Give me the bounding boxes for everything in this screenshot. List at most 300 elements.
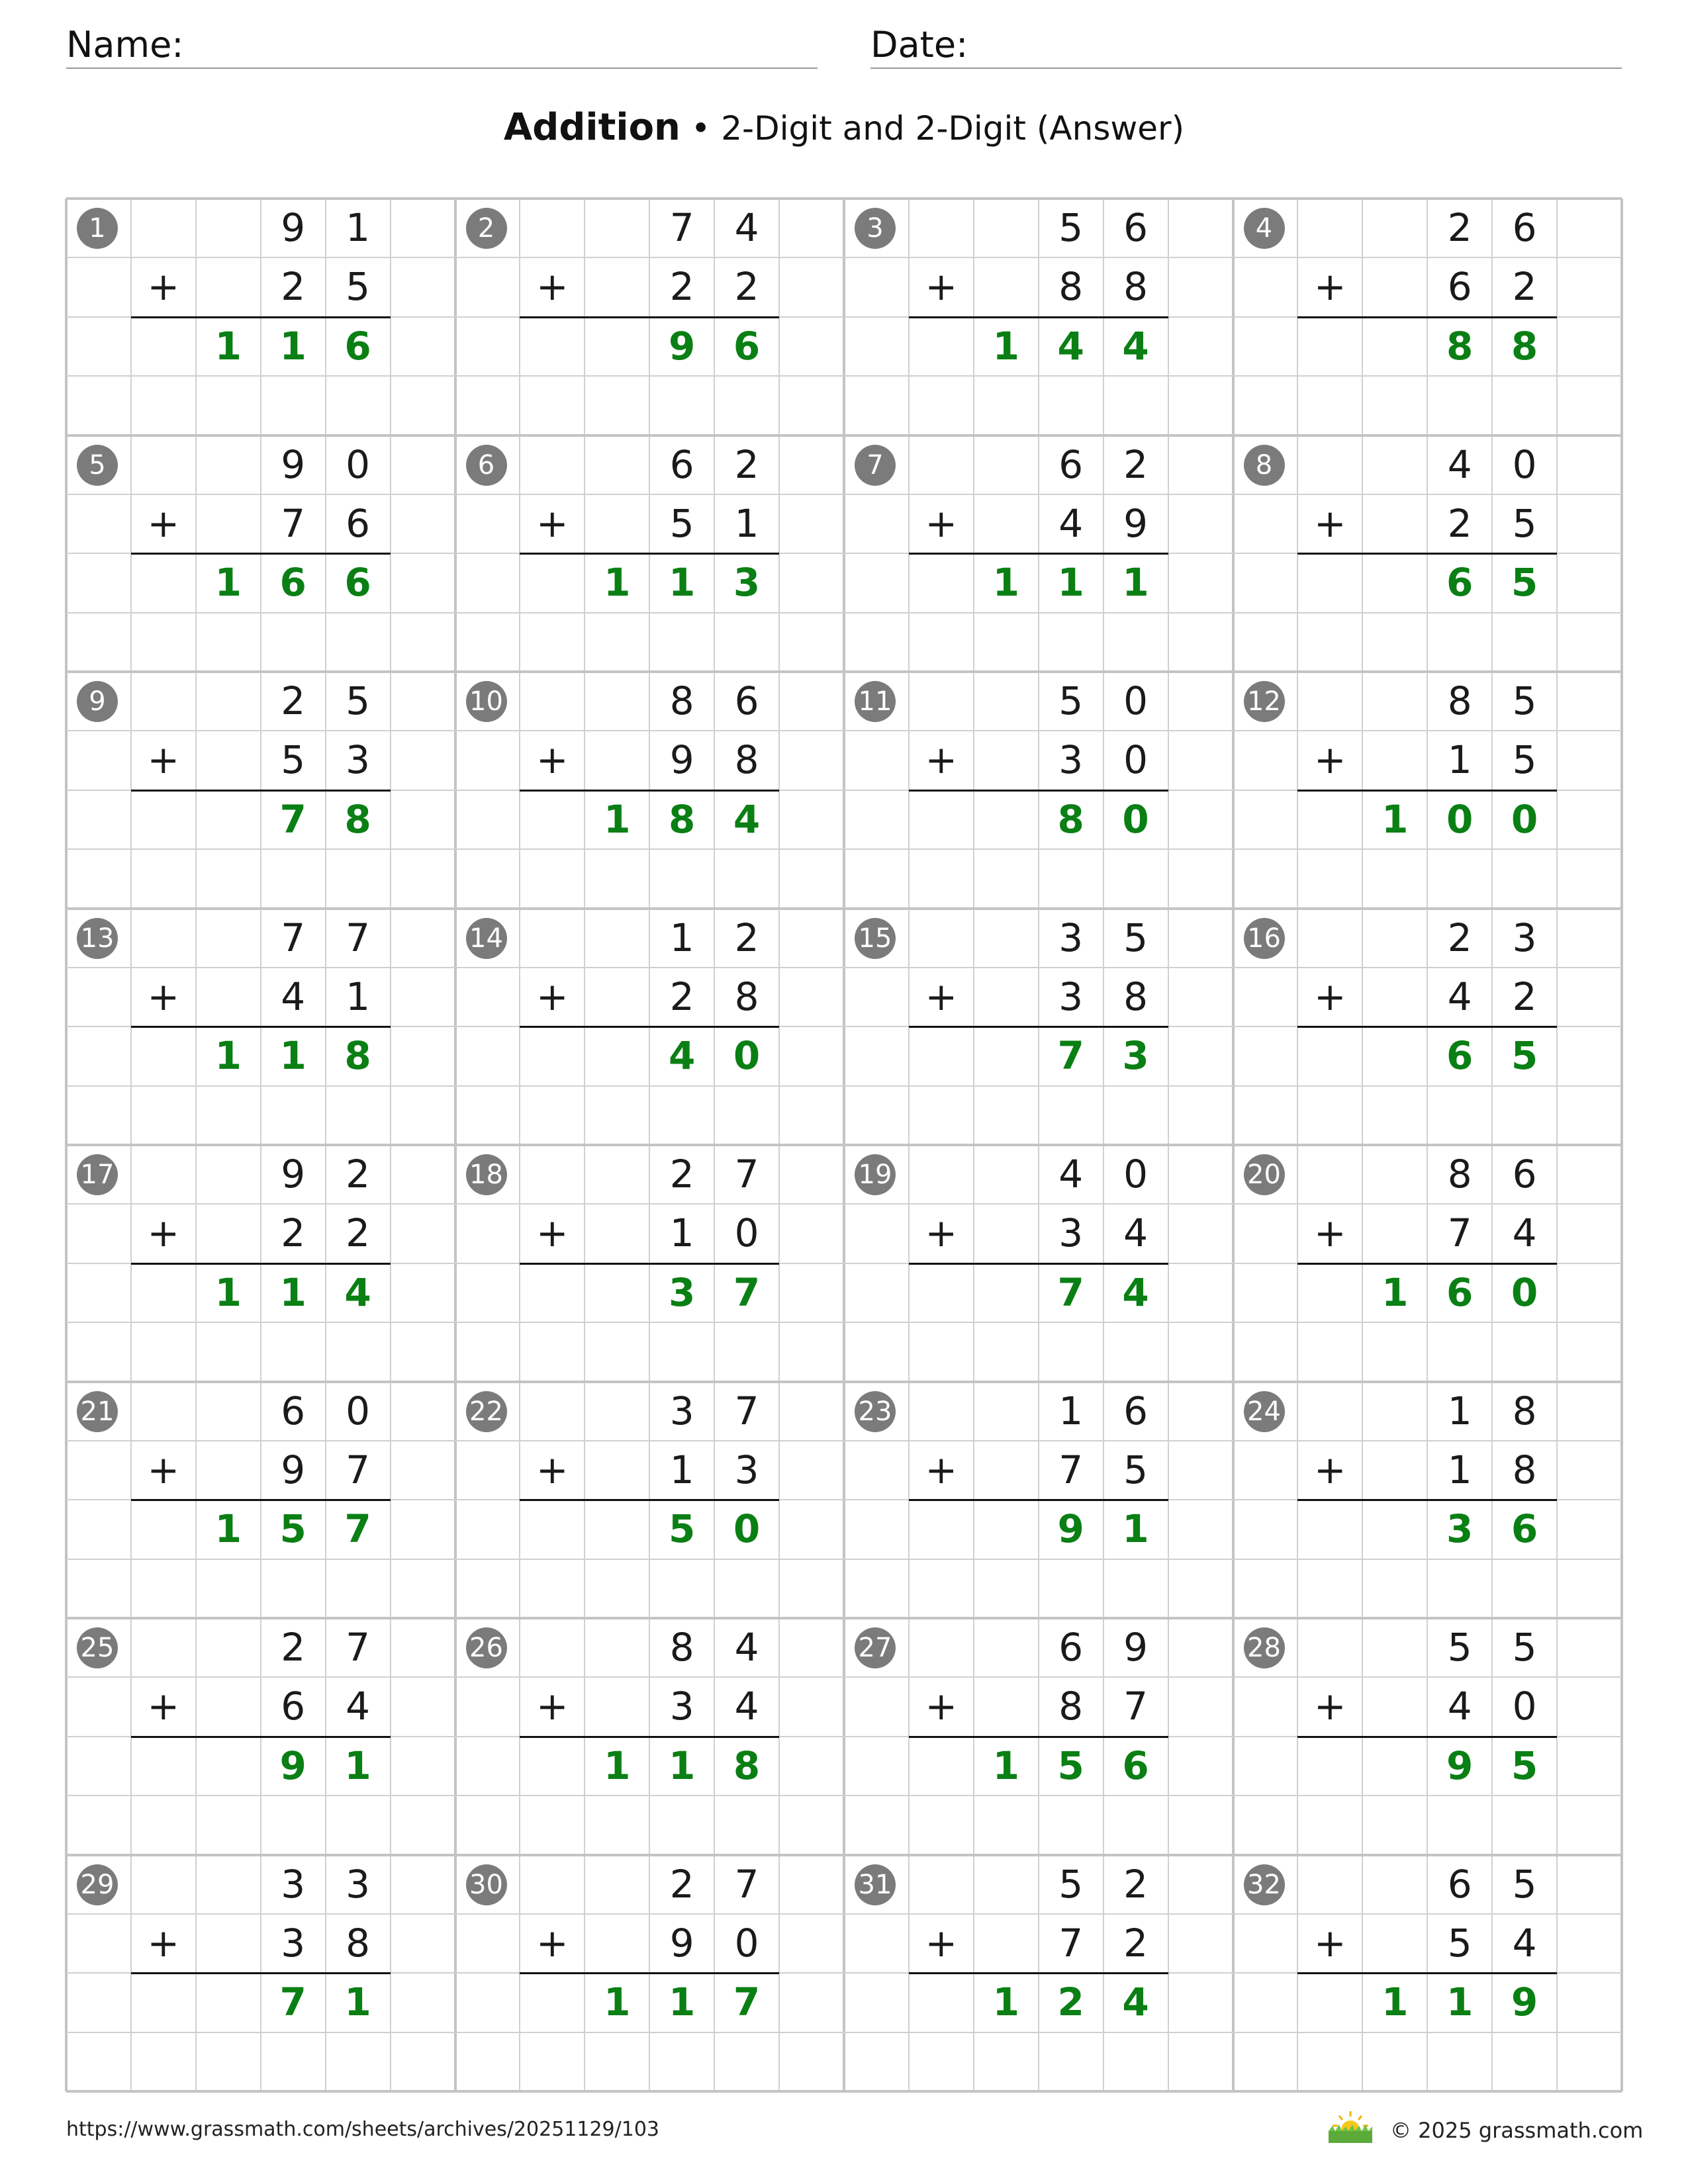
answer-digit: 6 [1122, 1743, 1149, 1788]
answer-digit: 0 [1511, 1269, 1538, 1315]
problem-7 [844, 435, 1232, 671]
problem-5 [66, 435, 454, 671]
plus-sign: + [925, 737, 958, 783]
problem-number-badge: 1 [77, 208, 118, 249]
answer-digit: 9 [1446, 1743, 1474, 1788]
problem-number-badge: 32 [1244, 1864, 1285, 1905]
sum-underline [520, 1263, 779, 1265]
answer-digit: 5 [1511, 1743, 1538, 1788]
answer-digit: 1 [669, 1979, 696, 2025]
name-line[interactable] [66, 68, 818, 69]
answer-digit: 8 [344, 796, 371, 842]
sum-underline [1297, 790, 1557, 792]
addend-digit: 0 [1512, 1684, 1537, 1729]
sum-underline [1297, 1972, 1557, 1974]
sum-underline [520, 1026, 779, 1028]
addend-digit: 7 [281, 500, 306, 546]
answer-digit: 5 [1511, 1033, 1538, 1079]
problem-18 [455, 1145, 843, 1381]
problem-number-badge: 5 [77, 445, 118, 486]
addend-digit: 2 [1447, 500, 1472, 546]
plus-sign: + [536, 1920, 569, 1966]
problem-number-badge: 31 [855, 1864, 896, 1905]
addend-digit: 8 [734, 737, 759, 783]
answer-digit: 6 [1446, 1033, 1474, 1079]
addend-digit: 8 [669, 678, 694, 723]
addend-digit: 9 [281, 1447, 306, 1492]
addend-digit: 9 [669, 737, 694, 783]
problem-number-badge: 30 [466, 1864, 507, 1905]
sum-underline [909, 1263, 1168, 1265]
problem-17 [66, 1145, 454, 1381]
addend-digit: 4 [1058, 500, 1084, 546]
date-line[interactable] [870, 68, 1622, 69]
addend-digit: 6 [281, 1388, 306, 1433]
addend-digit: 7 [734, 1388, 759, 1433]
addend-digit: 3 [346, 1861, 371, 1907]
problem-25 [66, 1618, 454, 1854]
plus-sign: + [147, 1447, 180, 1492]
answer-digit: 6 [344, 560, 371, 606]
problem-21 [66, 1382, 454, 1617]
problem-1 [66, 199, 454, 434]
addend-digit: 5 [1447, 1920, 1472, 1966]
addend-digit: 4 [1058, 1152, 1084, 1197]
sum-underline [131, 1026, 391, 1028]
plus-sign: + [147, 974, 180, 1019]
addend-digit: 5 [1512, 1625, 1537, 1670]
addend-digit: 3 [281, 1861, 306, 1907]
problem-number-badge: 10 [466, 681, 507, 722]
footer-url[interactable]: https://www.grassmath.com/sheets/archives/20251129/103 [66, 2118, 660, 2141]
answer-digit: 5 [1511, 560, 1538, 606]
sum-underline [1297, 1263, 1557, 1265]
problem-number-badge: 20 [1244, 1154, 1285, 1195]
answer-digit: 8 [1446, 323, 1474, 369]
answer-digit: 1 [279, 1033, 306, 1079]
answer-digit: 6 [1446, 560, 1474, 606]
addend-digit: 2 [281, 264, 306, 310]
addend-digit: 8 [1123, 974, 1149, 1019]
answer-digit: 9 [279, 1743, 306, 1788]
answer-digit: 9 [1511, 1979, 1538, 2025]
addend-digit: 2 [1123, 1861, 1149, 1907]
addend-digit: 2 [669, 974, 694, 1019]
problem-number-badge: 14 [466, 918, 507, 959]
plus-sign: + [1314, 264, 1346, 310]
addend-digit: 2 [281, 1210, 306, 1256]
answer-digit: 6 [279, 560, 306, 606]
addend-digit: 2 [734, 441, 759, 487]
addend-digit: 3 [1058, 1210, 1084, 1256]
problem-16 [1233, 909, 1621, 1144]
problem-30 [455, 1855, 843, 2091]
sum-underline [520, 1972, 779, 1974]
answer-digit: 1 [1057, 560, 1084, 606]
problem-number-badge: 23 [855, 1391, 896, 1432]
addend-digit: 3 [281, 1920, 306, 1966]
plus-sign: + [147, 1920, 180, 1966]
problem-number-badge: 29 [77, 1864, 118, 1905]
addend-digit: 7 [734, 1152, 759, 1197]
addend-digit: 6 [1123, 1388, 1149, 1433]
answer-digit: 8 [1511, 323, 1538, 369]
addend-digit: 9 [1123, 1625, 1149, 1670]
sum-underline [909, 1972, 1168, 1974]
problem-24 [1233, 1382, 1621, 1617]
addend-digit: 7 [346, 1625, 371, 1670]
addend-digit: 3 [669, 1684, 694, 1729]
plus-sign: + [147, 1210, 180, 1256]
sum-underline [1297, 1499, 1557, 1501]
answer-digit: 1 [214, 560, 242, 606]
addend-digit: 9 [281, 205, 306, 250]
answer-digit: 1 [279, 1269, 306, 1315]
answer-digit: 3 [1122, 1033, 1149, 1079]
answer-digit: 5 [669, 1506, 696, 1552]
addend-digit: 1 [669, 1210, 694, 1256]
problem-20 [1233, 1145, 1621, 1381]
addend-digit: 5 [1123, 1447, 1149, 1492]
answer-digit: 8 [344, 1033, 371, 1079]
answer-digit: 7 [344, 1506, 371, 1552]
addend-digit: 6 [1447, 264, 1472, 310]
addend-digit: 4 [1447, 1684, 1472, 1729]
problem-number-badge: 4 [1244, 208, 1285, 249]
answer-digit: 1 [1122, 560, 1149, 606]
addend-digit: 5 [346, 264, 371, 310]
addend-digit: 5 [669, 500, 694, 546]
sum-underline [520, 1499, 779, 1501]
addend-digit: 1 [1447, 1447, 1472, 1492]
answer-digit: 1 [604, 1979, 631, 2025]
answer-digit: 3 [733, 560, 761, 606]
answer-digit: 5 [279, 1506, 306, 1552]
addend-digit: 5 [1058, 1861, 1084, 1907]
answer-digit: 1 [214, 1506, 242, 1552]
answer-digit: 0 [733, 1033, 761, 1079]
addend-digit: 7 [1058, 1920, 1084, 1966]
problem-11 [844, 672, 1232, 907]
addend-digit: 3 [734, 1447, 759, 1492]
problem-10 [455, 672, 843, 907]
plus-sign: + [925, 1447, 958, 1492]
problem-number-badge: 16 [1244, 918, 1285, 959]
problem-number-badge: 26 [466, 1627, 507, 1668]
plus-sign: + [147, 737, 180, 783]
addend-digit: 8 [734, 974, 759, 1019]
title-sub: • 2-Digit and 2-Digit (Answer) [690, 109, 1185, 148]
addend-digit: 2 [1123, 1920, 1149, 1966]
addend-digit: 4 [1447, 974, 1472, 1019]
addend-digit: 0 [346, 441, 371, 487]
sum-underline [909, 1736, 1168, 1738]
answer-digit: 9 [1057, 1506, 1084, 1552]
addend-digit: 3 [1058, 737, 1084, 783]
addend-digit: 9 [281, 441, 306, 487]
answer-digit: 4 [1057, 323, 1084, 369]
problem-number-badge: 2 [466, 208, 507, 249]
answer-digit: 7 [733, 1979, 761, 2025]
addend-digit: 7 [669, 205, 694, 250]
page-title [0, 106, 1688, 149]
answer-digit: 1 [604, 560, 631, 606]
answer-digit: 3 [1446, 1506, 1474, 1552]
addend-digit: 3 [1058, 915, 1084, 960]
addend-digit: 7 [281, 915, 306, 960]
sum-underline [520, 316, 779, 318]
plus-sign: + [147, 264, 180, 310]
addend-digit: 8 [1447, 1152, 1472, 1197]
addend-digit: 6 [1447, 1861, 1472, 1907]
addend-digit: 2 [1447, 205, 1472, 250]
addend-digit: 7 [1058, 1447, 1084, 1492]
addend-digit: 0 [734, 1920, 759, 1966]
addend-digit: 4 [734, 1625, 759, 1670]
addend-digit: 1 [1447, 737, 1472, 783]
answer-digit: 1 [604, 796, 631, 842]
addend-digit: 6 [1512, 205, 1537, 250]
answer-digit: 0 [1446, 796, 1474, 842]
problem-26 [455, 1618, 843, 1854]
addend-digit: 8 [1058, 264, 1084, 310]
addend-digit: 1 [346, 205, 371, 250]
answer-digit: 1 [214, 1269, 242, 1315]
sum-underline [1297, 1736, 1557, 1738]
addend-digit: 6 [1512, 1152, 1537, 1197]
addend-digit: 6 [669, 441, 694, 487]
addend-digit: 6 [1058, 1625, 1084, 1670]
addend-digit: 5 [1058, 205, 1084, 250]
addend-digit: 1 [669, 1447, 694, 1492]
sun-over-grass-icon [1327, 2110, 1374, 2144]
addend-digit: 2 [346, 1152, 371, 1197]
plus-sign: + [536, 500, 569, 546]
plus-sign: + [925, 500, 958, 546]
problem-number-badge: 12 [1244, 681, 1285, 722]
sum-underline [1297, 1026, 1557, 1028]
problem-12 [1233, 672, 1621, 907]
answer-digit: 4 [1122, 323, 1149, 369]
plus-sign: + [147, 500, 180, 546]
plus-sign: + [925, 1920, 958, 1966]
problem-number-badge: 8 [1244, 445, 1285, 486]
problem-number-badge: 21 [77, 1391, 118, 1432]
sum-underline [1297, 316, 1557, 318]
problem-number-badge: 11 [855, 681, 896, 722]
plus-sign: + [536, 974, 569, 1019]
sum-underline [520, 553, 779, 555]
problem-19 [844, 1145, 1232, 1381]
addend-digit: 8 [346, 1920, 371, 1966]
plus-sign: + [1314, 1684, 1346, 1729]
addend-digit: 7 [346, 915, 371, 960]
answer-digit: 1 [279, 323, 306, 369]
addend-digit: 1 [346, 974, 371, 1019]
addend-digit: 0 [1123, 1152, 1149, 1197]
plus-sign: + [1314, 500, 1346, 546]
addend-digit: 3 [669, 1388, 694, 1433]
addend-digit: 2 [734, 915, 759, 960]
problem-number-badge: 22 [466, 1391, 507, 1432]
problem-22 [455, 1382, 843, 1617]
footer-copyright: © 2025 grassmath.com [1390, 2118, 1644, 2143]
addend-digit: 5 [1512, 678, 1537, 723]
addend-digit: 2 [1512, 974, 1537, 1019]
addend-digit: 3 [1058, 974, 1084, 1019]
problem-13 [66, 909, 454, 1144]
addend-digit: 2 [669, 1152, 694, 1197]
problem-15 [844, 909, 1232, 1144]
plus-sign: + [1314, 1447, 1346, 1492]
addend-digit: 5 [1123, 915, 1149, 960]
answer-digit: 0 [733, 1506, 761, 1552]
answer-digit: 4 [733, 796, 761, 842]
plus-sign: + [536, 1447, 569, 1492]
plus-sign: + [925, 1210, 958, 1256]
sum-underline [909, 316, 1168, 318]
plus-sign: + [147, 1684, 180, 1729]
addend-digit: 4 [1512, 1920, 1537, 1966]
problem-number-badge: 7 [855, 445, 896, 486]
answer-digit: 1 [214, 1033, 242, 1079]
answer-digit: 1 [604, 1743, 631, 1788]
sum-underline [520, 790, 779, 792]
grid-line-horizontal [66, 2090, 1622, 2093]
problem-number-badge: 13 [77, 918, 118, 959]
answer-digit: 8 [669, 796, 696, 842]
addend-digit: 5 [1447, 1625, 1472, 1670]
answer-digit: 4 [344, 1269, 371, 1315]
answer-digit: 1 [344, 1743, 371, 1788]
answer-digit: 7 [1057, 1269, 1084, 1315]
addend-digit: 0 [1512, 441, 1537, 487]
addend-digit: 5 [1512, 500, 1537, 546]
problem-number-badge: 6 [466, 445, 507, 486]
problem-23 [844, 1382, 1232, 1617]
answer-digit: 3 [669, 1269, 696, 1315]
plus-sign: + [536, 1684, 569, 1729]
problem-number-badge: 18 [466, 1154, 507, 1195]
addend-digit: 2 [1123, 441, 1149, 487]
answer-digit: 9 [669, 323, 696, 369]
addend-digit: 1 [734, 500, 759, 546]
addend-digit: 0 [1123, 678, 1149, 723]
problem-27 [844, 1618, 1232, 1854]
sum-underline [909, 553, 1168, 555]
addend-digit: 5 [1058, 678, 1084, 723]
addend-digit: 8 [669, 1625, 694, 1670]
sum-underline [131, 1972, 391, 1974]
plus-sign: + [1314, 1920, 1346, 1966]
answer-digit: 1 [992, 1743, 1019, 1788]
problem-32 [1233, 1855, 1621, 2091]
addend-digit: 4 [1512, 1210, 1537, 1256]
addend-digit: 5 [346, 678, 371, 723]
sum-underline [909, 790, 1168, 792]
sum-underline [909, 1499, 1168, 1501]
addend-digit: 2 [1512, 264, 1537, 310]
answer-digit: 1 [669, 560, 696, 606]
addend-digit: 8 [1447, 678, 1472, 723]
problem-9 [66, 672, 454, 907]
addend-digit: 8 [1058, 1684, 1084, 1729]
addend-digit: 7 [346, 1447, 371, 1492]
answer-digit: 1 [1382, 796, 1409, 842]
addend-digit: 7 [1447, 1210, 1472, 1256]
answer-digit: 1 [992, 1979, 1019, 2025]
plus-sign: + [1314, 737, 1346, 783]
addend-digit: 2 [346, 1210, 371, 1256]
answer-digit: 5 [1057, 1743, 1084, 1788]
problem-number-badge: 15 [855, 918, 896, 959]
answer-digit: 8 [733, 1743, 761, 1788]
addend-digit: 8 [1123, 264, 1149, 310]
addend-digit: 1 [669, 915, 694, 960]
problem-31 [844, 1855, 1232, 2091]
addend-digit: 4 [734, 205, 759, 250]
answer-digit: 1 [1122, 1506, 1149, 1552]
addend-digit: 2 [734, 264, 759, 310]
answer-digit: 6 [1511, 1506, 1538, 1552]
problem-number-badge: 3 [855, 208, 896, 249]
sum-underline [131, 553, 391, 555]
addend-digit: 1 [1058, 1388, 1084, 1433]
answer-digit: 6 [733, 323, 761, 369]
sum-underline [1297, 553, 1557, 555]
addend-digit: 2 [1447, 915, 1472, 960]
addend-digit: 2 [281, 1625, 306, 1670]
sum-underline [131, 316, 391, 318]
problem-number-badge: 19 [855, 1154, 896, 1195]
addend-digit: 5 [1512, 1861, 1537, 1907]
answer-digit: 1 [1382, 1269, 1409, 1315]
plus-sign: + [536, 737, 569, 783]
problem-6 [455, 435, 843, 671]
sum-underline [131, 1736, 391, 1738]
sum-underline [131, 1499, 391, 1501]
answer-digit: 1 [1446, 1979, 1474, 2025]
problem-3 [844, 199, 1232, 434]
name-label: Name: [66, 24, 184, 66]
sum-underline [909, 1026, 1168, 1028]
addend-digit: 3 [1512, 915, 1537, 960]
addend-digit: 8 [1512, 1388, 1537, 1433]
addend-digit: 6 [346, 500, 371, 546]
addend-digit: 2 [669, 1861, 694, 1907]
problem-number-badge: 17 [77, 1154, 118, 1195]
answer-digit: 1 [992, 560, 1019, 606]
problem-28 [1233, 1618, 1621, 1854]
addend-digit: 0 [346, 1388, 371, 1433]
addend-digit: 1 [1447, 1388, 1472, 1433]
sum-underline [520, 1736, 779, 1738]
plus-sign: + [1314, 974, 1346, 1019]
addend-digit: 2 [669, 264, 694, 310]
problem-8 [1233, 435, 1621, 671]
plus-sign: + [925, 974, 958, 1019]
addend-digit: 6 [734, 678, 759, 723]
addend-digit: 8 [1512, 1447, 1537, 1492]
plus-sign: + [925, 264, 958, 310]
addend-digit: 4 [734, 1684, 759, 1729]
addend-digit: 6 [1058, 441, 1084, 487]
answer-digit: 0 [1511, 796, 1538, 842]
answer-digit: 4 [1122, 1979, 1149, 2025]
addend-digit: 7 [1123, 1684, 1149, 1729]
problem-14 [455, 909, 843, 1144]
addend-digit: 6 [281, 1684, 306, 1729]
